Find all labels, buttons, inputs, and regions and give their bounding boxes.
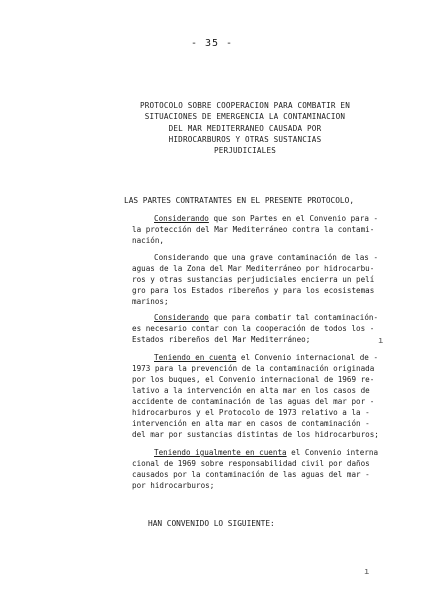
- paragraph-line: por los buques, el Convenio internacional de 1969 re-: [132, 375, 375, 384]
- paragraph-line: intervención en alta mar en casos de contaminación -: [132, 419, 370, 428]
- intro-line: LAS PARTES CONTRATANTES EN EL PRESENTE PROTOCOLO,: [124, 196, 355, 205]
- paragraph-line: [132, 352, 402, 363]
- paragraph-line: nación,: [132, 236, 165, 245]
- paragraph-lead: Teniendo en cuenta: [154, 353, 237, 362]
- margin-tick-mark: ı: [378, 336, 384, 346]
- paragraph-3: [132, 312, 402, 345]
- paragraph-5: [132, 447, 402, 491]
- protocol-title: [120, 100, 370, 156]
- paragraph-line: [132, 213, 402, 224]
- paragraph-line: ros y otras sustancias perjudiciales encierra un pelí: [132, 275, 375, 284]
- paragraph-line: gro para los Estados ribereños y para los ecosistemas: [132, 286, 375, 295]
- margin-tick-mark: ı: [364, 567, 370, 577]
- title-line-5: PERJUDICIALES: [213, 146, 277, 156]
- paragraph-text: el Convenio internacional de -: [236, 353, 379, 362]
- title-line-4: HIDROCARBUROS Y OTRAS SUSTANCIAS: [168, 134, 322, 144]
- paragraph-line: del mar por sustancias distintas de los hidrocarburos;: [132, 430, 379, 439]
- paragraph-line: cional de 1969 sobre responsabilidad civil por daños: [132, 459, 370, 468]
- paragraph-lead: Considerando: [154, 214, 209, 223]
- paragraph-line: [132, 447, 402, 458]
- paragraph-1: [132, 213, 402, 246]
- paragraph-line: accidente de contaminación de las aguas del mar por -: [132, 397, 375, 406]
- paragraph-line: hidrocarburos y el Protocolo de 1973 relativo a la -: [132, 408, 370, 417]
- paragraph-line: aguas de la Zona del Mar Mediterráneo por hidrocarbu-: [132, 264, 375, 273]
- title-line-3: DEL MAR MEDITERRANEO CAUSADA POR: [168, 123, 322, 133]
- paragraph-line: Considerando que una grave contaminación de las -: [154, 253, 379, 262]
- paragraph-line: marinos;: [132, 297, 169, 306]
- paragraph-text: que son Partes en el Convenio para -: [208, 214, 379, 223]
- paragraph-lead: Teniendo igualmente en cuenta: [154, 448, 287, 457]
- title-line-1: PROTOCOLO SOBRE COOPERACION PARA COMBATIR EN: [140, 101, 350, 110]
- paragraph-2: [132, 252, 402, 307]
- paragraph-text: el Convenio interna: [286, 448, 379, 457]
- paragraph-line: causados por la contaminación de las aguas del mar -: [132, 470, 370, 479]
- paragraph-line: es necesario contar con la cooperación de todos los -: [132, 324, 375, 333]
- paragraph-line: Estados ribereños del Mar Mediterráneo;: [132, 335, 311, 344]
- paragraph-text: que para combatir tal contaminación-: [208, 313, 379, 322]
- paragraph-line: por hidrocarburos;: [132, 481, 215, 490]
- title-line-2: SITUACIONES DE EMERGENCIA LA CONTAMINACION: [144, 112, 346, 122]
- paragraph-line: 1973 para la prevención de la contaminación originada: [132, 364, 375, 373]
- paragraph-4: [132, 352, 402, 440]
- paragraph-lead: Considerando: [154, 313, 209, 322]
- page-number: - 35 -: [190, 38, 234, 49]
- paragraph-line: lativo a la intervención en alta mar en los casos de: [132, 386, 370, 395]
- closing-line: HAN CONVENIDO LO SIGUIENTE:: [148, 519, 275, 528]
- paragraph-line: la protección del Mar Mediterráneo contra la contami-: [132, 225, 375, 234]
- paragraph-line: [132, 312, 402, 323]
